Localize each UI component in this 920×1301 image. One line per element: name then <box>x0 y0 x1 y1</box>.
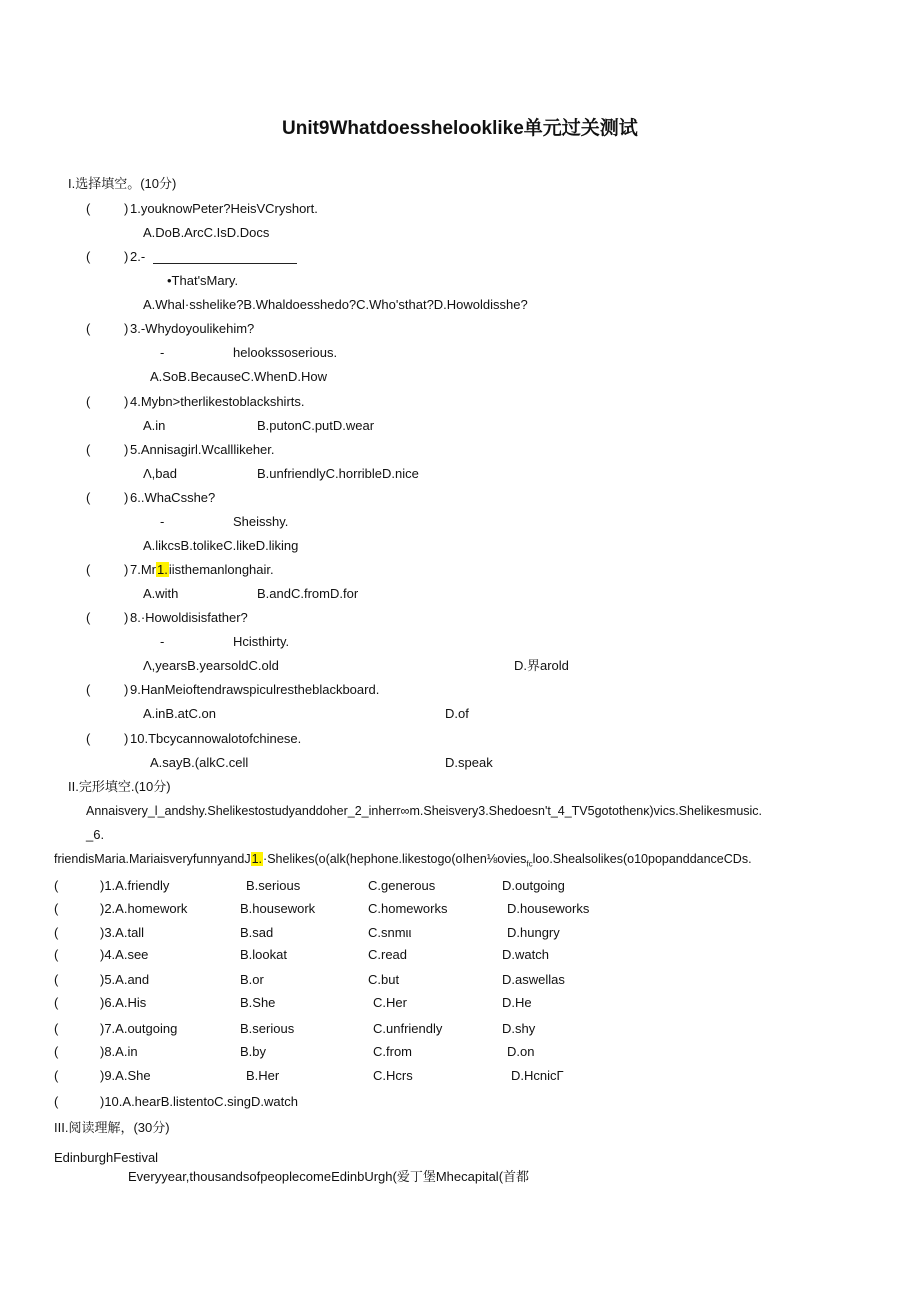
q8-stem: 8.·Howoldisisfather? <box>130 610 248 625</box>
q7-paren-left: ( <box>86 562 91 577</box>
cloze-row-8-paren: ( <box>54 1044 59 1059</box>
q5-paren-right: ) <box>124 442 129 457</box>
q5-paren-left: ( <box>86 442 91 457</box>
cloze-row-3-b: B.sad <box>240 925 274 940</box>
cloze-row-6-c: C.Her <box>373 995 407 1010</box>
cloze-row-4-a: )4.A.see <box>100 947 149 962</box>
q3-dash: - <box>160 345 165 360</box>
q8-paren-right: ) <box>124 610 129 625</box>
cloze-row-6-d: D.He <box>502 995 532 1010</box>
cloze-row-10-options: )10.A.hearB.listentoC.singD.watch <box>100 1094 298 1109</box>
cloze-row-7-paren: ( <box>54 1021 59 1036</box>
q9-paren-right: ) <box>124 682 129 697</box>
passage-line-1: Everyyear,thousandsofpeoplecomeEdinbUrgh(爱丁堡Mhecapital(首都 <box>128 1169 530 1184</box>
cloze-row-10-paren: ( <box>54 1094 59 1109</box>
cloze-row-8-c: C.from <box>373 1044 412 1059</box>
q10-options-abc: A.sayB.(alkC.cell <box>150 755 249 770</box>
q3-paren-right: ) <box>124 321 129 336</box>
q9-option-d: D.of <box>445 706 469 721</box>
passage-title: EdinburghFestival <box>54 1150 159 1165</box>
cloze-row-1-d: D.outgoing <box>502 878 565 893</box>
q7-paren-right: ) <box>124 562 129 577</box>
cloze-row-2-b: B.housework <box>240 901 316 916</box>
q6-dash: - <box>160 514 165 529</box>
cloze-row-3-a: )3.A.tall <box>100 925 145 940</box>
cloze-row-9-d: D.HcnicΓ <box>511 1068 564 1083</box>
q5-options-rest: B.unfriendlyC.horribleD.nice <box>257 466 419 481</box>
cloze-row-9-c: C.Hcrs <box>373 1068 413 1083</box>
cloze-row-3-d: D.hungry <box>507 925 560 940</box>
q6-options: A.likcsB.tolikeC.likeD.liking <box>143 538 299 553</box>
cloze-row-5-c: C.but <box>368 972 400 987</box>
cloze-paragraph-line-1: Annaisvery_l_andshy.Shelikestostudyanddoher_2_inherr∞m.Sheisvery3.Shedoesn't_4_TV5gotothenκ)vics.Shelikesmusic. <box>86 804 763 818</box>
q6-paren-right: ) <box>124 490 129 505</box>
q8-dash: - <box>160 634 165 649</box>
q7-stem-pre: 7.Mr <box>130 562 156 577</box>
q9-stem: 9.HanMeioftendrawspiculrestheblackboard. <box>130 682 380 697</box>
q9-options-abc: A.inB.atC.on <box>143 706 216 721</box>
q8-paren-left: ( <box>86 610 91 625</box>
q5-stem: 5.Annisagirl.Wcalllikeher. <box>130 442 275 457</box>
cloze-row-1-b: B.serious <box>246 878 301 893</box>
q2-stem: 2.- <box>130 249 146 264</box>
q3-paren-left: ( <box>86 321 91 336</box>
q3-answer: helookssoserious. <box>233 345 338 360</box>
cloze-row-4-b: B.lookat <box>240 947 287 962</box>
q8-option-d: D.界arold <box>514 658 569 673</box>
q8-options-abc: Λ,yearsB.yearsoldC.old <box>143 658 279 673</box>
cloze-row-4-d: D.watch <box>502 947 549 962</box>
cloze-row-9-a: )9.A.She <box>100 1068 151 1083</box>
cloze-paragraph-line-3 <box>54 851 752 873</box>
cloze-row-4-paren: ( <box>54 947 59 962</box>
cloze-row-1-a: )1.A.friendly <box>100 878 170 893</box>
cloze-row-1-c: C.generous <box>368 878 436 893</box>
cloze-row-7-c: C.unfriendly <box>373 1021 443 1036</box>
cloze-row-6-b: B.She <box>240 995 276 1010</box>
q1-paren-left: ( <box>86 201 91 216</box>
q7-stem <box>130 562 274 578</box>
q2-answer: •That'sMary. <box>167 273 239 288</box>
q3-stem: 3.-Whydoyoulikehim? <box>130 321 255 336</box>
q7-option-a: A.with <box>143 586 179 601</box>
cloze-row-5-d: D.aswellas <box>502 972 565 987</box>
q2-paren-left: ( <box>86 249 91 264</box>
q2-paren-right: ) <box>124 249 129 264</box>
q1-paren-right: ) <box>124 201 129 216</box>
cloze-row-8-b: B.by <box>240 1044 267 1059</box>
cloze-row-2-a: )2.A.homework <box>100 901 188 916</box>
q5-option-a: Λ,bad <box>143 466 177 481</box>
cloze-line-3-post: ·Shelikes(o(alk(hephone.likestogo(oIhen⅛ovies <box>263 852 527 866</box>
q10-paren-right: ) <box>124 731 129 746</box>
cloze-row-6-paren: ( <box>54 995 59 1010</box>
q6-paren-left: ( <box>86 490 91 505</box>
page-title: Unit9Whatdoesshelooklike单元过关测试 <box>282 118 638 139</box>
q4-stem: 4.Mybn>therlikestoblackshirts. <box>130 394 305 409</box>
cloze-row-5-b: B.or <box>240 972 264 987</box>
q4-option-a: A.in <box>143 418 166 433</box>
cloze-row-3-c: C.snmιι <box>368 925 412 940</box>
q10-paren-left: ( <box>86 731 91 746</box>
cloze-row-7-a: )7.A.outgoing <box>100 1021 178 1036</box>
cloze-row-5-a: )5.A.and <box>100 972 150 987</box>
q4-paren-right: ) <box>124 394 129 409</box>
q6-answer: Sheisshy. <box>233 514 289 529</box>
cloze-paragraph-line-2: _6. <box>86 827 105 842</box>
cloze-line-3-highlight: 1. <box>251 852 263 866</box>
q10-option-d: D.speak <box>445 755 493 770</box>
cloze-row-8-a: )8.A.in <box>100 1044 138 1059</box>
cloze-row-2-c: C.homeworks <box>368 901 448 916</box>
cloze-row-9-b: B.Her <box>246 1068 280 1083</box>
cloze-row-7-b: B.serious <box>240 1021 295 1036</box>
q2-answer-blank[interactable] <box>153 263 297 264</box>
cloze-line-3-sub: fc <box>526 859 533 869</box>
q1-options: A.DoB.ArcC.IsD.Docs <box>143 225 270 240</box>
cloze-row-5-paren: ( <box>54 972 59 987</box>
cloze-row-8-d: D.on <box>507 1044 535 1059</box>
q1-stem: 1.youknowPeter?HeisVCryshort. <box>130 201 318 216</box>
cloze-row-3-paren: ( <box>54 925 59 940</box>
cloze-row-9-paren: ( <box>54 1068 59 1083</box>
q8-answer: Hcisthirty. <box>233 634 290 649</box>
cloze-row-6-a: )6.A.His <box>100 995 147 1010</box>
cloze-row-2-d: D.houseworks <box>507 901 590 916</box>
section-2-heading: II.完形填空.(10分) <box>68 779 171 794</box>
q7-stem-highlight: 1. <box>157 562 168 577</box>
cloze-row-4-c: C.read <box>368 947 408 962</box>
cloze-row-1-paren: ( <box>54 878 59 893</box>
q3-options: A.SoB.BecauseC.WhenD.How <box>150 369 328 384</box>
cloze-line-3-post2: loo.Shealsolikes(o10popanddanceCDs. <box>532 852 752 866</box>
q2-options: A.Whal·sshelike?B.Whaldoesshedo?C.Who'sthat?D.Howoldisshe? <box>143 297 528 312</box>
cloze-line-3-pre: friendisMaria.MariaisveryfunnyandJ <box>54 852 251 866</box>
section-1-heading: I.选择填空。(10分) <box>68 176 177 191</box>
q4-paren-left: ( <box>86 394 91 409</box>
q7-stem-post: iisthemanlonghair. <box>168 562 274 577</box>
q9-paren-left: ( <box>86 682 91 697</box>
q6-stem: 6..WhaCsshe? <box>130 490 216 505</box>
cloze-row-7-d: D.shy <box>502 1021 536 1036</box>
q4-options-rest: B.putonC.putD.wear <box>257 418 375 433</box>
cloze-row-2-paren: ( <box>54 901 59 916</box>
q10-stem: 10.Tbcycannowalotofchinese. <box>130 731 302 746</box>
q7-options-rest: B.andC.fromD.for <box>257 586 359 601</box>
section-3-heading: III.阅读理解，(30分) <box>54 1120 170 1135</box>
